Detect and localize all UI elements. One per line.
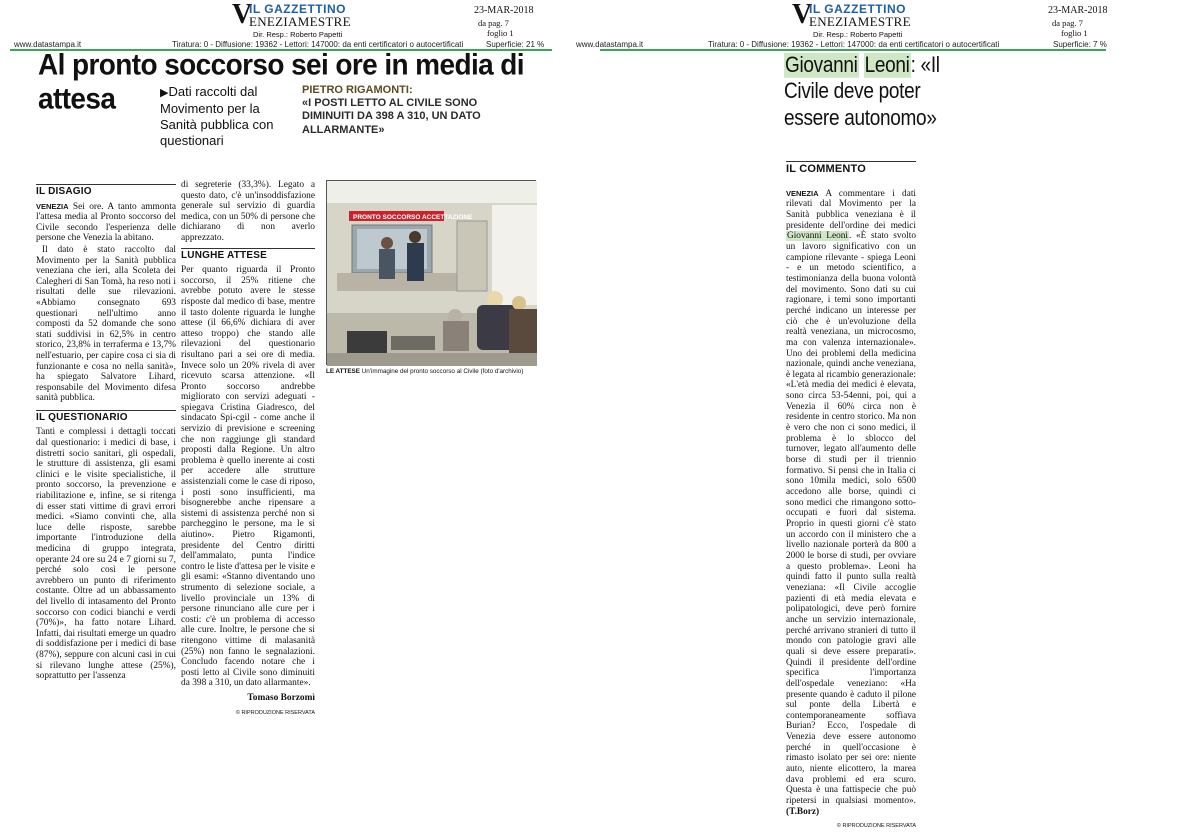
paragraph: VENEZIA A commentare i dati rilevati dal Movimento per la Sanità pubblica veneziana è il presidente dell'ordine dei medici Giovanni Leoni. «È stato svolto un lavoro significativo con un campione rilevante - spiega Leoni - e un metodo scientifico, a testimonianza della buona volontà del movimento. Sono dati su cui ragionare, i temi sono importanti perché indicano un interesse per ciò che è un'evoluzione della realtà veneziana, un microcosmo, ma con valenza internazionale». Uno dei problemi della medicina nazionale, quindi anche veneziana, è legata al ricambio generazionale: «L'età media dei medici è elevata, sono circa 53-54enni, poi, qui a Venezia il 60% circa non è residente in centro storico. Ma non è vero che non ci sono medici, il problema è lo sblocco del turnover, legato all'aumento delle borse di studi per il triennio formativo. Si pensi che in Italia ci sono 10mila medici, solo 6500 accedono alle borse, quindi ci sono medici che rimangono sotto-occupati e fuori dal sistema. Proprio in questi giorni c'è stato un accordo con il ministero che a livello nazionale porterà da 800 a 2000 le borse di studi, per ovviare a questo problema». Leoni ha quindi fatto il punto sulla realtà veneziana: «Il Civile accoglie pazienti di età media elevata e polipatologici, deve però fornire anche un servizio internazionale, perché arrivano stranieri di tutto il mondo con patologie gravi alle quali si deve essere preparati». Quindi il presidente dell'ordine specifica l'importanza dell'ospedale veneziano: «Ha presente quando è caduto il pilone sul ponte della Libertà e contemporaneamente soffiava Burian? Ecco, l'ospedale di Venezia deve essere autonomo perché in quell'occasione è rimasto isolato per sei ore: niente auto, niente elicottero, la marea dava problemi ed era scuro. Questa è una fattispecie che può ripetersi in qualsiasi momento». (T.Borz) [786, 188, 916, 817]
paragraph: Per quanto riguarda il Pronto soccorso, il 25% ritiene che avrebbe potuto avere le stesse risposte dal medico di base, mentre il tasto dolente riguarda le lunghe attese (il 66,6% dichiara di aver atteso troppo) che stando alle rilevazioni del questionario risultano pari a sei ore di media. Invece solo un 20% rivela di aver ricevuto scarsa attenzione. «Il Pronto soccorso andrebbe migliorato con servizi adeguati - spiegava Cristina Giadresco, del sindacato Spi-cgil - come anche il servizio di previsione e screening che non raggiunge gli standard proposti dalla Regione. Un altro problema è quello inerente ai costi per accedere alle strutture assistenziali come le case di riposo, i posti sono insufficienti, ma bisognerebbe anche ripensare a sistemi di assistenza perché non si parcheggino le persone, ma le si aiutino». Pietro Rigamonti, presidente del Centro diritti dell'ammalato, punta l'indice contro le liste d'attesa per le visite e gli esami: «Stanno diventando uno strumento di selezione sociale, a livello provinciale un 13% di persone rinunciano alle cure per i costi: c'è un problema di accesso alle cure. Inoltre, le persone che si ritengono vittime di malasanità (25%) non fanno le segnalazioni. Concludo facendo notare che i posti letto al Civile sono diminuiti da 398 a 310, un dato allarmante». [181, 265, 315, 689]
highlighted-name: Leoni [864, 53, 910, 78]
article-signature: Tomaso Borzomì [247, 692, 315, 703]
source-site: www.datastampa.it [14, 40, 82, 49]
highlighted-name: Giovanni [785, 53, 858, 78]
clipping-date: 23-MAR-2018 [1048, 5, 1108, 16]
svg-text:PRONTO SOCCORSO ACCETTAZIONE: PRONTO SOCCORSO ACCETTAZIONE [353, 214, 473, 221]
article-column-1 [36, 184, 176, 683]
waiting-room-photo [327, 181, 537, 366]
newspaper-logo: V IL GAZZETTINO ENEZIAMESTRE [792, 0, 911, 30]
director: Dir. Resp.: Roberto Papetti [253, 30, 343, 39]
section-heading: IL QUESTIONARIO [36, 410, 176, 424]
clipping-page-right [576, 0, 1200, 832]
pull-quote: PIETRO RIGAMONTI: «I POSTI LETTO AL CIVILE SONO DIMINUITI DA 398 A 310, UN DATO ALLARMANTE» [302, 84, 481, 136]
article-photo [326, 180, 536, 365]
article-headline: Al pronto soccorso sei ore in media di attesa [38, 48, 524, 115]
header-rule [600, 49, 1106, 51]
article-deck: ▶Dati raccolti dal Movimento per la Sanità pubblica con questionari [160, 84, 274, 148]
surface-percent: Superficie: 7 % [1053, 40, 1107, 49]
article-column [786, 161, 916, 832]
masthead [576, 0, 1200, 50]
director: Dir. Resp.: Roberto Papetti [813, 30, 903, 39]
page-info: da pag. 7 foglio 1 [478, 18, 514, 38]
article-column-2 [181, 180, 315, 718]
article-headline: Giovanni Leoni: «Il Civile deve poter essere autonomo» [784, 53, 940, 131]
page-info: da pag. 7 foglio 1 [1052, 18, 1088, 38]
newspaper-logo: V IL GAZZETTINO ENEZIAMESTRE [232, 0, 351, 30]
photo-caption: LE ATTESE Un'immagine del pronto soccorso al Civile (foto d'archivio) [326, 368, 524, 375]
paragraph: VENEZIA Sei ore. A tanto ammonta l'attesa media al Pronto soccorso del Civile secondo l'esperienza delle persone che Venezia la abitano. [36, 201, 176, 244]
paragraph: Tanti e complessi i dettagli toccati dal questionario: i medici di base, i distretti socio sanitari, gli ospedali, le strutture di assistenza, gli esami clinici e le visite specialistiche, il pronto soccorso, la prevenzione e riabilitazione e, infine, se si ritenga di esser stati vittime di gravi errori medici. «Siamo convinti che, alla luce delle risposte, sarebbe importante l'introduzione della medicina di gruppo integrata, operante 24 ore su 24 e 7 giorni su 7, perché solo così le persone avrebbero un punto di riferimento costante. Oltre ad un abbassamento del livello di intasamento del Pronto soccorso con codici bianchi e verdi (70%)», ha fatto notare Lihard. Infatti, dai risultati emerge un quadro di soddisfazione per i medici di base (87%), seppure con alcuni casi in cui si rilevano lunghe attese (25%), soprattutto per l'assenza [36, 427, 176, 682]
copyright-note: © RIPRODUZIONE RISERVATA [836, 823, 916, 830]
source-site: www.datastampa.it [576, 40, 644, 49]
section-heading: LUNGHE ATTESE [181, 248, 315, 262]
circulation-stats: Tiratura: 0 - Diffusione: 19362 - Lettori: 147000: da enti certificatori o autocertificati [708, 40, 1000, 49]
paragraph: Il dato è stato raccolto dal Movimento per la Sanità pubblica veneziana che ieri, alla Scoleta dei Calegheri di San Tomà, ha reso noti i risultati delle sue rilevazioni. «Abbiamo consegnato 693 questionari nell'ultimo anno composti da 52 domande che sono stati suddivisi in 62,5% in centro storico, 23,8% in terraferma e 13,7% nell'estuario, per capire cosa ci sia di funzionante e cosa no nella sanità», ha spiegato Salvatore Lihard, responsabile del Movimento difesa sanità pubblica. [36, 244, 176, 404]
copyright-note: © RIPRODUZIONE RISERVATA [235, 709, 315, 716]
section-heading: IL COMMENTO [786, 161, 916, 175]
clipping-date: 23-MAR-2018 [474, 5, 534, 16]
paragraph: di segreterie (33,3%). Legato a questo dato, c'è un'insoddisfazione generale sul servizio di guardia medica, con un 50% di persone che dichiarano di non averlo apprezzato. [181, 180, 315, 243]
masthead [0, 0, 600, 50]
triangle-right-icon: ▶ [160, 87, 169, 99]
highlighted-name: Giovanni Leoni [787, 231, 848, 242]
article-signature: (T.Borz) [786, 806, 820, 817]
surface-percent: Superficie: 21 % [486, 40, 545, 49]
section-heading: IL DISAGIO [36, 184, 176, 198]
circulation-stats: Tiratura: 0 - Diffusione: 19362 - Lettori: 147000: da enti certificatori o autocertificati [172, 40, 464, 49]
